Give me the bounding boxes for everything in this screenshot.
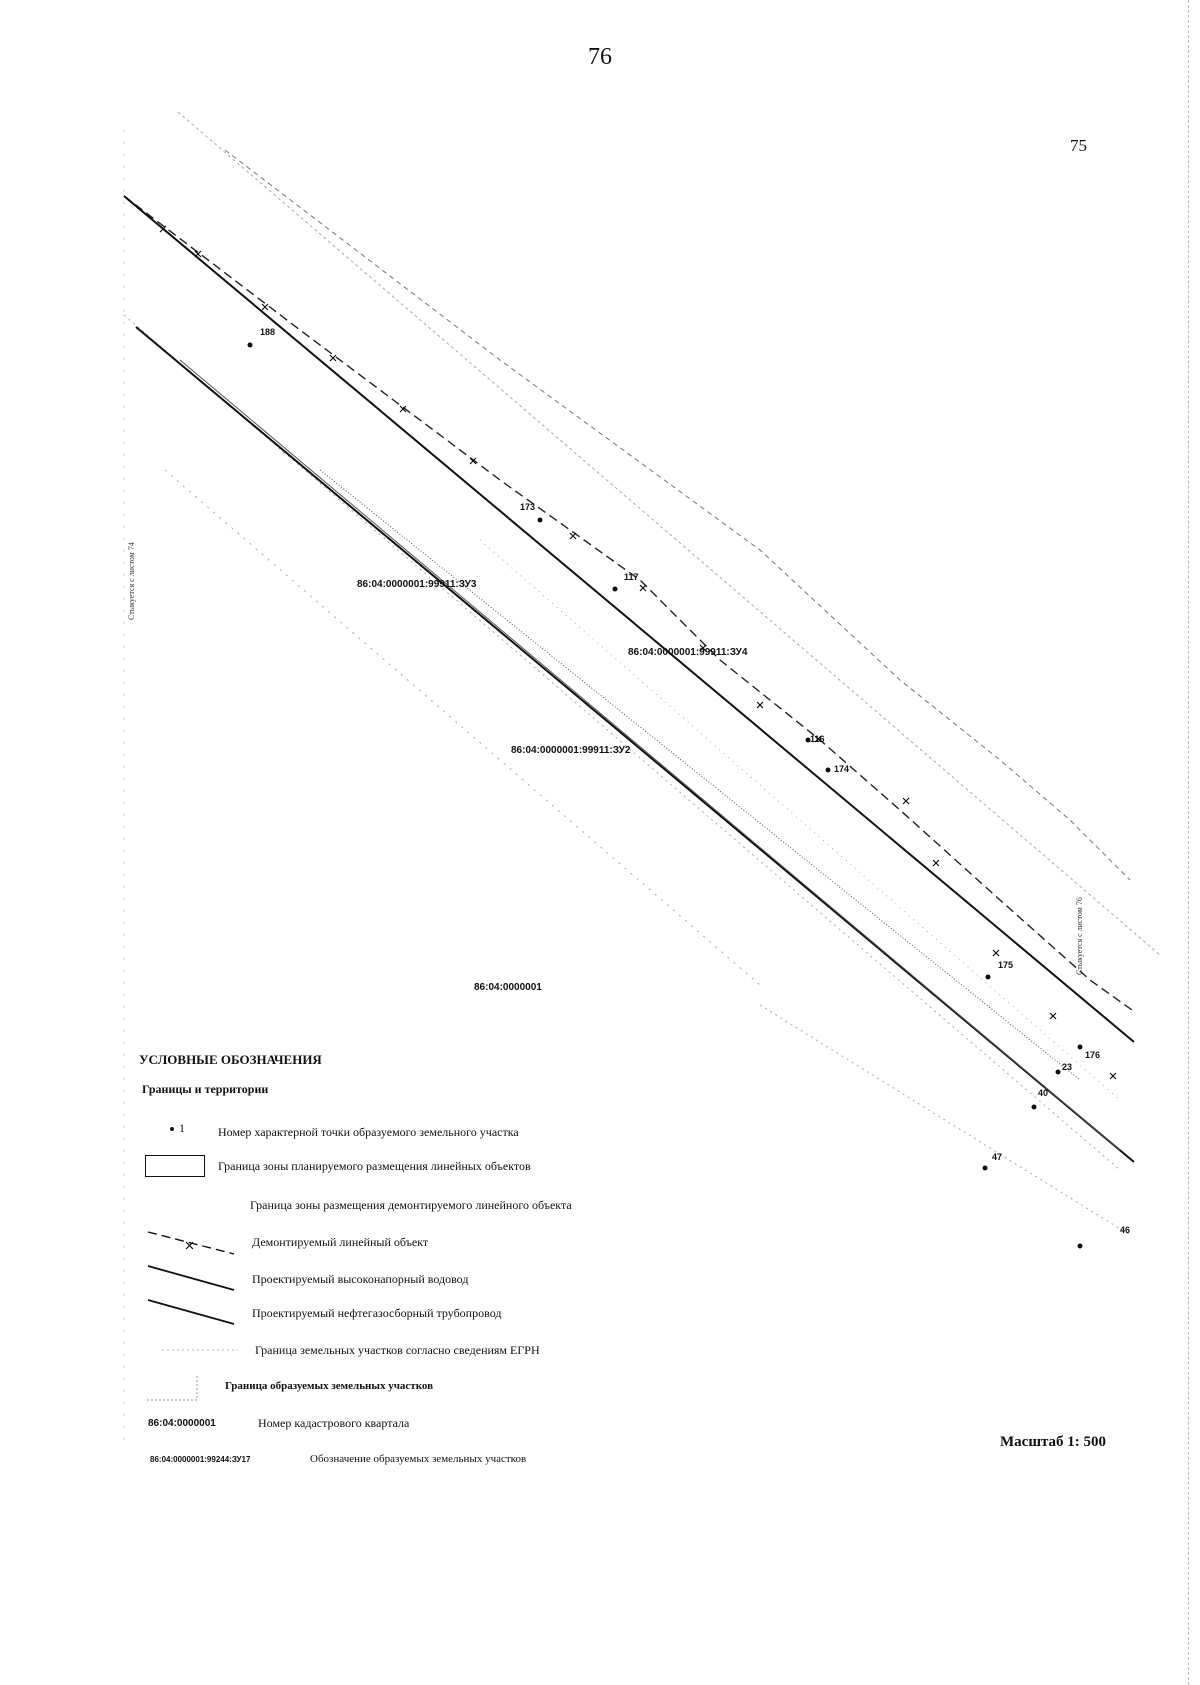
egrn-line-4 — [760, 1005, 1130, 1235]
point-label-116: 116 — [810, 734, 825, 744]
legend-parcel-text: Обозначение образуемых земельных участков — [310, 1453, 527, 1465]
page-edge — [1188, 0, 1193, 1685]
zone-line-upper — [124, 196, 1134, 1042]
projected-pipelines — [180, 360, 1120, 1150]
legend-item-dismantle-zone: Граница зоны размещения демонтируемого линейного объекта — [250, 1198, 572, 1212]
legend-point-dot — [170, 1127, 174, 1131]
point-175 — [986, 975, 991, 980]
cross-marker — [330, 355, 336, 361]
sheet-number: 75 — [1070, 136, 1087, 155]
legend-item-zone: Граница зоны планируемого размещения линейных объектов — [218, 1159, 531, 1173]
point-40 — [1032, 1105, 1037, 1110]
legend-title: УСЛОВНЫЕ ОБОЗНАЧЕНИЯ — [139, 1052, 322, 1067]
page-number: 76 — [588, 44, 612, 70]
legend-zone-rect — [145, 1155, 205, 1177]
legend-point-symbol — [170, 1121, 185, 1136]
point-label-173: 173 — [520, 502, 536, 512]
legend-quarter-text: Номер кадастрового квартала — [258, 1416, 410, 1430]
cross-marker — [640, 585, 646, 591]
legend-item-oil: Проектируемый нефтегазосборный трубопровод — [252, 1306, 502, 1320]
zone-line-lower — [136, 327, 1134, 1162]
oil-gas-line — [320, 470, 1080, 1080]
legend-water-line — [148, 1266, 234, 1290]
cross-marker — [903, 798, 909, 804]
water-line — [180, 360, 1120, 1150]
legend-item-dismantled: Демонтируемый линейный объект — [252, 1235, 429, 1249]
egrn-line-3 — [165, 470, 760, 985]
legend-formed-symbol — [145, 1372, 215, 1402]
cross-marker — [262, 304, 268, 310]
point-47 — [983, 1166, 988, 1171]
legend-oil-symbol — [146, 1296, 236, 1328]
legend-item-point: Номер характерной точки образуемого земельного участка — [218, 1125, 519, 1139]
legend-point-number: 1 — [179, 1121, 185, 1135]
point-label-176: 176 — [1085, 1050, 1101, 1060]
cross-marker — [757, 702, 763, 708]
point-174 — [826, 768, 831, 773]
cross-marker — [570, 533, 576, 539]
point-173 — [538, 518, 543, 523]
cross-marker — [993, 950, 999, 956]
cross-marker — [1110, 1073, 1116, 1079]
point-label-40: 40 — [1038, 1088, 1049, 1098]
legend-egrn-symbol — [160, 1338, 240, 1362]
legend-item-water: Проектируемый высоконапорный водовод — [252, 1272, 469, 1286]
point-label-46: 46 — [1120, 1225, 1131, 1235]
sheet-link-right: Стыкуется с листом 76 — [1075, 897, 1084, 975]
legend-oil-line — [148, 1300, 234, 1324]
legend-subtitle: Границы и территории — [142, 1082, 269, 1096]
legend-dismantled-line — [148, 1232, 234, 1254]
point-label-117: 117 — [624, 572, 639, 582]
legend-formed-path — [147, 1374, 197, 1400]
point-label-174: 174 — [834, 764, 850, 774]
point-label-188: 188 — [260, 327, 276, 337]
point-label-175: 175 — [998, 960, 1014, 970]
characteristic-points — [248, 343, 1083, 1249]
planned-zone-boundary — [124, 196, 1134, 1162]
scale-label: Масштаб 1: 500 — [1000, 1434, 1107, 1450]
parcel-label-zu2: 86:04:0000001:99911:ЗУ2 — [511, 745, 631, 756]
cross-marker — [933, 860, 939, 866]
legend-parcel-example: 86:04:0000001:99244:ЗУ17 — [150, 1455, 251, 1464]
point-188 — [248, 343, 253, 348]
point-23 — [1056, 1070, 1061, 1075]
point-label-23: 23 — [1062, 1062, 1073, 1072]
dismantled-line-upper — [124, 196, 1132, 1010]
point-176 — [1078, 1045, 1083, 1050]
parcel-label-zu4: 86:04:0000001:99911:ЗУ4 — [628, 647, 748, 658]
cross-marker — [160, 226, 166, 232]
legend-item-egrn: Граница земельных участков согласно сведениям ЕГРН — [255, 1343, 540, 1357]
point-46 — [1078, 1244, 1083, 1249]
egrn-line-5 — [480, 540, 1120, 1100]
legend-dismantled-symbol — [146, 1228, 236, 1258]
sheet-link-left: Стыкуется с листом 74 — [127, 542, 136, 620]
legend-item-formed: Граница образуемых земельных участков — [225, 1380, 434, 1392]
parcel-label-zu3: 86:04:0000001:99911:ЗУ3 — [357, 579, 477, 590]
point-labels — [260, 327, 1130, 1235]
cadastral-quarter-label: 86:04:0000001 — [474, 982, 542, 993]
legend-water-symbol — [146, 1262, 236, 1294]
legend-quarter-example: 86:04:0000001 — [148, 1418, 216, 1429]
cross-marker — [1050, 1013, 1056, 1019]
egrn-line-1 — [178, 112, 1160, 955]
point-117 — [613, 587, 618, 592]
point-label-47: 47 — [992, 1152, 1003, 1162]
